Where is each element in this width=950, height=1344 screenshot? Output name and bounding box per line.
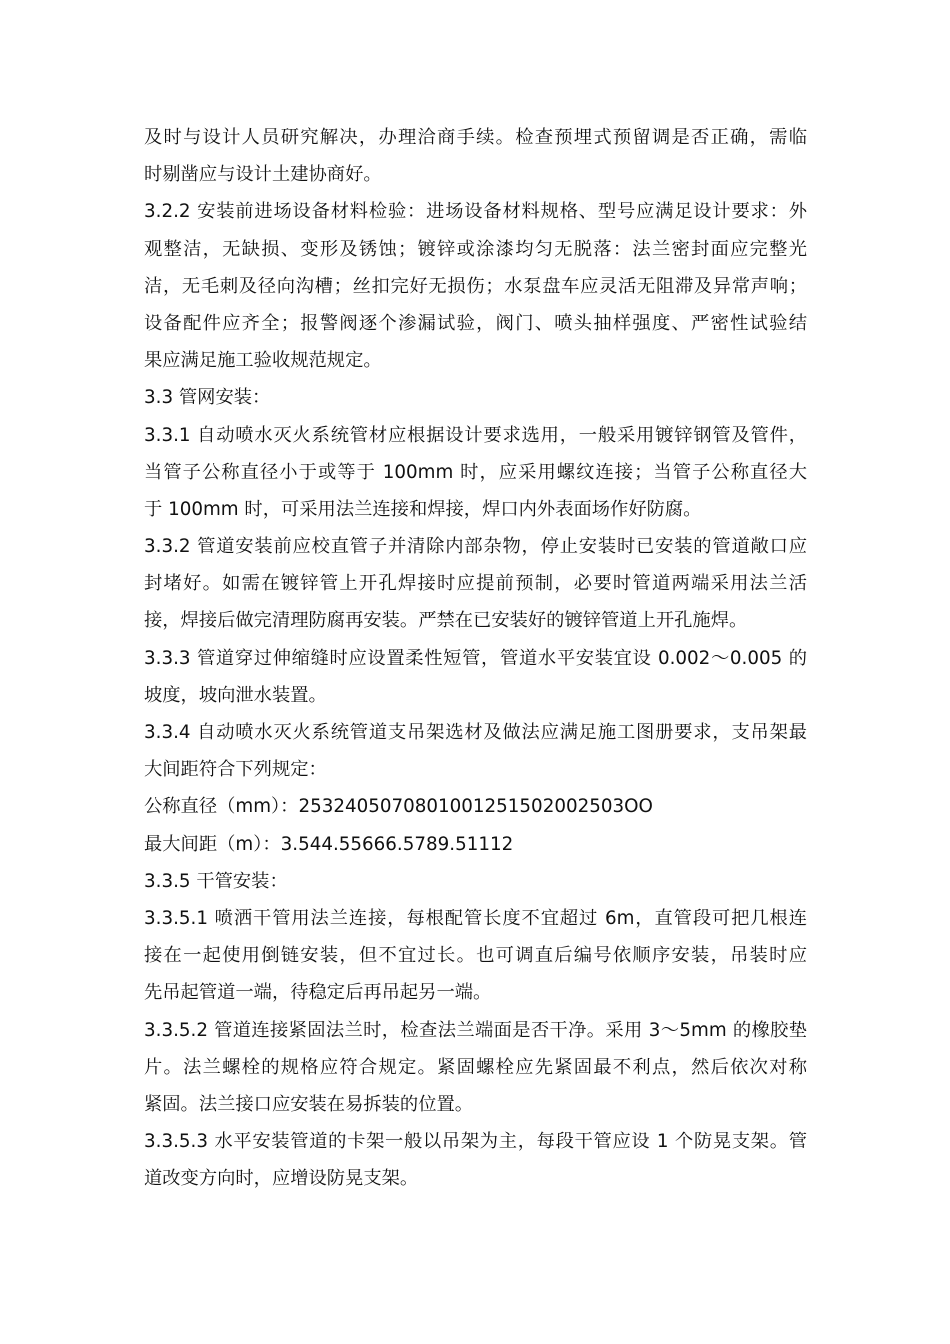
paragraph-3-3-2: [144, 528, 807, 640]
text-line: 于 100mm 时，可采用法兰连接和焊接，焊口内外表面场作好防腐。: [144, 498, 702, 520]
text-line: 3.3.5.2 管道连接紧固法兰时，检查法兰端面是否干净。采用 3～5mm 的橡胶垫: [144, 1019, 807, 1041]
text-line: 观整洁，无缺损、变形及锈蚀；镀锌或涂漆均匀无脱落：法兰密封面应完整光: [144, 238, 807, 260]
text-line: 当管子公称直径小于或等于 100mm 时，应采用螺纹连接；当管子公称直径大: [144, 461, 807, 483]
text-line: 3.3 管网安装：: [144, 387, 271, 409]
paragraph-3-2-2: [144, 193, 807, 379]
text-line: 设备配件应齐全；报警阀逐个渗漏试验，阀门、喷头抽样强度、严密性试验结: [144, 312, 807, 334]
paragraph-3-3-5-1: [144, 900, 807, 1012]
paragraph-3-3-1: [144, 417, 807, 529]
text-line: 3.3.5.3 水平安装管道的卡架一般以吊架为主，每段干管应设 1 个防晃支架。管: [144, 1131, 807, 1153]
text-line: 3.3.1 自动喷水灭火系统管材应根据设计要求选用，一般采用镀锌钢管及管件，: [144, 424, 807, 446]
text-line: 3.3.5 干管安装：: [144, 870, 288, 892]
text-line: 公称直径（mm）：2532405070801001251502002503OO: [144, 796, 653, 818]
text-line: 接，焊接后做完清理防腐再安装。严禁在已安装好的镀锌管道上开孔施焊。: [144, 610, 748, 632]
text-line: 大间距符合下列规定：: [144, 759, 327, 781]
text-line: 紧固。法兰接口应安装在易拆装的位置。: [144, 1093, 474, 1115]
text-line: 3.3.3 管道穿过伸缩缝时应设置柔性短管，管道水平安装宜设 0.002～0.005 的: [144, 647, 807, 669]
text-line: 坡度，坡向泄水装置。: [144, 684, 327, 706]
paragraph-continuation: [144, 119, 807, 193]
text-line: 接在一起使用倒链安装，但不宜过长。也可调直后编号依顺序安装，吊装时应: [144, 945, 807, 967]
paragraph-3-3: [144, 379, 807, 416]
paragraph-3-3-3: [144, 640, 807, 714]
text-line: 3.2.2 安装前进场设备材料检验：进场设备材料规格、型号应满足设计要求：外: [144, 201, 807, 223]
paragraph-max-spacing: [144, 826, 807, 863]
text-line: 道改变方向时，应增设防晃支架。: [144, 1168, 419, 1190]
paragraph-3-3-5-3: [144, 1123, 807, 1197]
text-line: 果应满足施工验收规范规定。: [144, 350, 382, 372]
text-line: 先吊起管道一端，待稳定后再吊起另一端。: [144, 982, 492, 1004]
text-line: 洁，无毛刺及径向沟槽；丝扣完好无损伤；水泵盘车应灵活无阻滞及异常声响；: [144, 275, 807, 297]
text-line: 3.3.2 管道安装前应校直管子并清除内部杂物，停止安装时已安装的管道敞口应: [144, 536, 807, 558]
paragraph-3-3-5-2: [144, 1012, 807, 1124]
text-line: 3.3.4 自动喷水灭火系统管道支吊架选材及做法应满足施工图册要求，支吊架最: [144, 722, 807, 743]
paragraph-3-3-5: [144, 863, 807, 900]
paragraph-nominal-diameter: [144, 788, 807, 825]
text-line: 最大间距（m）：3.544.55666.5789.51112: [144, 833, 514, 855]
text-line: 封堵好。如需在镀锌管上开孔焊接时应提前预制，必要时管道两端采用法兰活: [144, 573, 807, 595]
text-line: 及时与设计人员研究解决，办理洽商手续。检查预埋式预留调是否正确，需临: [144, 127, 807, 148]
text-line: 片。法兰螺栓的规格应符合规定。紧固螺栓应先紧固最不利点，然后依次对称: [144, 1056, 807, 1078]
text-line: 3.3.5.1 喷洒干管用法兰连接，每根配管长度不宜超过 6m，直管段可把几根连: [144, 907, 807, 929]
text-line: 时剔凿应与设计土建协商好。: [144, 164, 382, 186]
paragraph-3-3-4: [144, 714, 807, 788]
document-body: [144, 119, 807, 1197]
